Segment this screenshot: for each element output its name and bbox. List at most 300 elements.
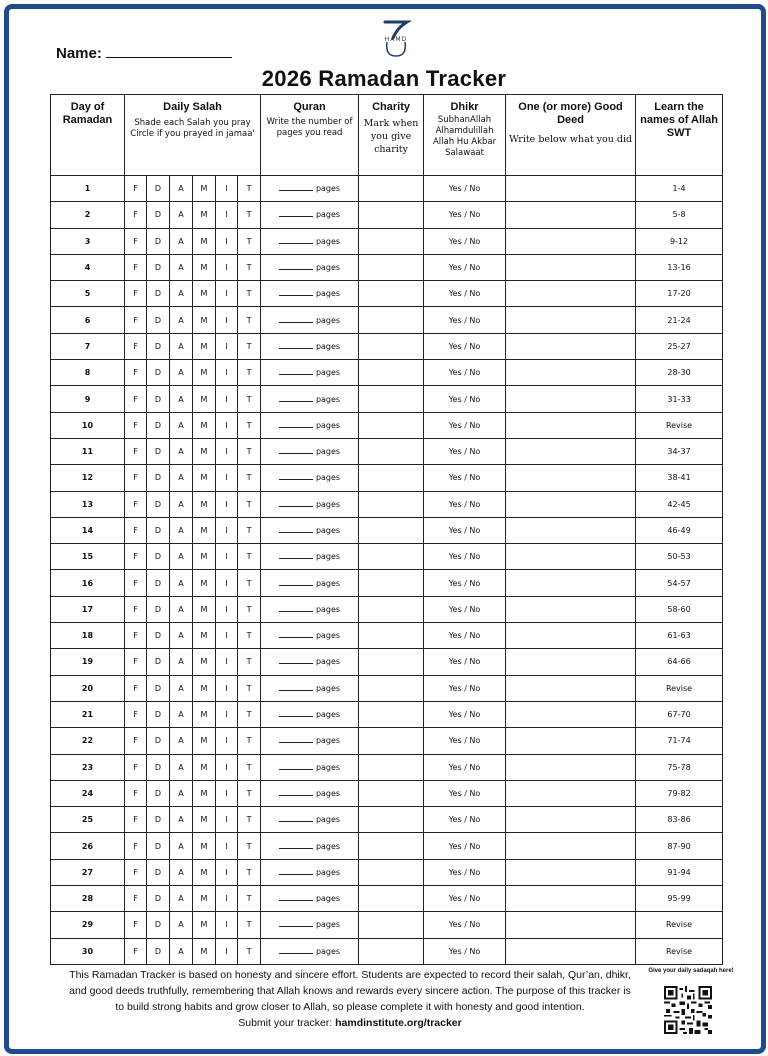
pages-blank-line[interactable] (279, 579, 313, 586)
prayer-cell[interactable]: I (216, 386, 238, 412)
charity-cell[interactable] (359, 360, 424, 386)
pages-blank-line[interactable] (279, 421, 313, 428)
good-deed-cell[interactable] (506, 886, 636, 912)
dhikr-cell[interactable]: Yes / No (424, 754, 506, 780)
good-deed-cell[interactable] (506, 728, 636, 754)
prayer-cell[interactable]: A (170, 438, 193, 464)
quran-pages-cell[interactable] (261, 833, 359, 859)
good-deed-cell[interactable] (506, 596, 636, 622)
pages-blank-line[interactable] (279, 605, 313, 612)
pages-blank-line[interactable] (279, 894, 313, 901)
prayer-cell[interactable]: I (216, 912, 238, 938)
prayer-cell[interactable]: F (125, 254, 147, 280)
quran-pages-cell[interactable] (261, 491, 359, 517)
dhikr-cell[interactable]: Yes / No (424, 780, 506, 806)
prayer-cell[interactable]: I (216, 176, 238, 202)
quran-pages-cell[interactable] (261, 596, 359, 622)
prayer-cell[interactable]: D (147, 202, 170, 228)
prayer-cell[interactable]: A (170, 333, 193, 359)
good-deed-cell[interactable] (506, 412, 636, 438)
prayer-cell[interactable]: T (238, 412, 261, 438)
prayer-cell[interactable]: D (147, 491, 170, 517)
dhikr-cell[interactable]: Yes / No (424, 833, 506, 859)
charity-cell[interactable] (359, 886, 424, 912)
pages-blank-line[interactable] (279, 289, 313, 296)
prayer-cell[interactable]: A (170, 202, 193, 228)
prayer-cell[interactable]: M (193, 859, 216, 885)
prayer-cell[interactable]: F (125, 307, 147, 333)
prayer-cell[interactable]: A (170, 544, 193, 570)
pages-blank-line[interactable] (279, 920, 313, 927)
dhikr-cell[interactable]: Yes / No (424, 360, 506, 386)
good-deed-cell[interactable] (506, 807, 636, 833)
quran-pages-cell[interactable] (261, 649, 359, 675)
dhikr-cell[interactable]: Yes / No (424, 544, 506, 570)
prayer-cell[interactable]: D (147, 360, 170, 386)
submit-url-link[interactable]: hamdinstitute.org/tracker (335, 1017, 462, 1029)
quran-pages-cell[interactable] (261, 754, 359, 780)
prayer-cell[interactable]: F (125, 491, 147, 517)
good-deed-cell[interactable] (506, 333, 636, 359)
prayer-cell[interactable]: A (170, 912, 193, 938)
prayer-cell[interactable]: T (238, 307, 261, 333)
pages-blank-line[interactable] (279, 210, 313, 217)
pages-blank-line[interactable] (279, 736, 313, 743)
quran-pages-cell[interactable] (261, 438, 359, 464)
prayer-cell[interactable]: M (193, 281, 216, 307)
prayer-cell[interactable]: T (238, 228, 261, 254)
charity-cell[interactable] (359, 596, 424, 622)
charity-cell[interactable] (359, 728, 424, 754)
pages-blank-line[interactable] (279, 237, 313, 244)
prayer-cell[interactable]: I (216, 517, 238, 543)
good-deed-cell[interactable] (506, 675, 636, 701)
prayer-cell[interactable]: F (125, 176, 147, 202)
prayer-cell[interactable]: I (216, 780, 238, 806)
prayer-cell[interactable]: A (170, 254, 193, 280)
prayer-cell[interactable]: D (147, 912, 170, 938)
prayer-cell[interactable]: I (216, 307, 238, 333)
charity-cell[interactable] (359, 438, 424, 464)
quran-pages-cell[interactable] (261, 254, 359, 280)
charity-cell[interactable] (359, 938, 424, 964)
prayer-cell[interactable]: M (193, 701, 216, 727)
prayer-cell[interactable]: M (193, 675, 216, 701)
prayer-cell[interactable]: D (147, 176, 170, 202)
prayer-cell[interactable]: M (193, 176, 216, 202)
prayer-cell[interactable]: D (147, 333, 170, 359)
prayer-cell[interactable]: F (125, 412, 147, 438)
prayer-cell[interactable]: T (238, 912, 261, 938)
prayer-cell[interactable]: A (170, 412, 193, 438)
prayer-cell[interactable]: T (238, 254, 261, 280)
prayer-cell[interactable]: I (216, 412, 238, 438)
dhikr-cell[interactable]: Yes / No (424, 701, 506, 727)
prayer-cell[interactable]: A (170, 728, 193, 754)
prayer-cell[interactable]: T (238, 176, 261, 202)
good-deed-cell[interactable] (506, 649, 636, 675)
prayer-cell[interactable]: I (216, 254, 238, 280)
name-field[interactable] (56, 44, 232, 62)
prayer-cell[interactable]: T (238, 438, 261, 464)
prayer-cell[interactable]: F (125, 728, 147, 754)
good-deed-cell[interactable] (506, 491, 636, 517)
prayer-cell[interactable]: A (170, 465, 193, 491)
prayer-cell[interactable]: F (125, 938, 147, 964)
charity-cell[interactable] (359, 754, 424, 780)
good-deed-cell[interactable] (506, 438, 636, 464)
prayer-cell[interactable]: T (238, 886, 261, 912)
prayer-cell[interactable]: I (216, 728, 238, 754)
prayer-cell[interactable]: F (125, 596, 147, 622)
dhikr-cell[interactable]: Yes / No (424, 675, 506, 701)
prayer-cell[interactable]: A (170, 649, 193, 675)
prayer-cell[interactable]: F (125, 780, 147, 806)
good-deed-cell[interactable] (506, 938, 636, 964)
prayer-cell[interactable]: M (193, 438, 216, 464)
prayer-cell[interactable]: I (216, 701, 238, 727)
charity-cell[interactable] (359, 281, 424, 307)
charity-cell[interactable] (359, 833, 424, 859)
dhikr-cell[interactable]: Yes / No (424, 281, 506, 307)
prayer-cell[interactable]: M (193, 570, 216, 596)
pages-blank-line[interactable] (279, 368, 313, 375)
good-deed-cell[interactable] (506, 281, 636, 307)
prayer-cell[interactable]: A (170, 281, 193, 307)
prayer-cell[interactable]: M (193, 517, 216, 543)
charity-cell[interactable] (359, 544, 424, 570)
pages-blank-line[interactable] (279, 657, 313, 664)
prayer-cell[interactable]: I (216, 623, 238, 649)
prayer-cell[interactable]: F (125, 807, 147, 833)
pages-blank-line[interactable] (279, 842, 313, 849)
prayer-cell[interactable]: D (147, 675, 170, 701)
prayer-cell[interactable]: F (125, 438, 147, 464)
pages-blank-line[interactable] (279, 263, 313, 270)
prayer-cell[interactable]: D (147, 386, 170, 412)
prayer-cell[interactable]: D (147, 412, 170, 438)
good-deed-cell[interactable] (506, 754, 636, 780)
prayer-cell[interactable]: D (147, 544, 170, 570)
quran-pages-cell[interactable] (261, 333, 359, 359)
prayer-cell[interactable]: D (147, 517, 170, 543)
prayer-cell[interactable]: A (170, 517, 193, 543)
dhikr-cell[interactable]: Yes / No (424, 517, 506, 543)
pages-blank-line[interactable] (279, 763, 313, 770)
prayer-cell[interactable]: I (216, 596, 238, 622)
dhikr-cell[interactable]: Yes / No (424, 412, 506, 438)
good-deed-cell[interactable] (506, 360, 636, 386)
dhikr-cell[interactable]: Yes / No (424, 254, 506, 280)
prayer-cell[interactable]: A (170, 176, 193, 202)
prayer-cell[interactable]: T (238, 649, 261, 675)
prayer-cell[interactable]: T (238, 754, 261, 780)
prayer-cell[interactable]: I (216, 675, 238, 701)
quran-pages-cell[interactable] (261, 517, 359, 543)
charity-cell[interactable] (359, 701, 424, 727)
prayer-cell[interactable]: I (216, 649, 238, 675)
prayer-cell[interactable]: F (125, 570, 147, 596)
good-deed-cell[interactable] (506, 202, 636, 228)
prayer-cell[interactable]: F (125, 281, 147, 307)
prayer-cell[interactable]: F (125, 386, 147, 412)
quran-pages-cell[interactable] (261, 938, 359, 964)
prayer-cell[interactable]: T (238, 281, 261, 307)
prayer-cell[interactable]: F (125, 675, 147, 701)
dhikr-cell[interactable]: Yes / No (424, 728, 506, 754)
prayer-cell[interactable]: F (125, 202, 147, 228)
pages-blank-line[interactable] (279, 395, 313, 402)
good-deed-cell[interactable] (506, 176, 636, 202)
prayer-cell[interactable]: M (193, 833, 216, 859)
prayer-cell[interactable]: I (216, 465, 238, 491)
prayer-cell[interactable]: M (193, 412, 216, 438)
charity-cell[interactable] (359, 912, 424, 938)
prayer-cell[interactable]: A (170, 859, 193, 885)
prayer-cell[interactable]: A (170, 675, 193, 701)
good-deed-cell[interactable] (506, 570, 636, 596)
quran-pages-cell[interactable] (261, 623, 359, 649)
charity-cell[interactable] (359, 254, 424, 280)
qr-code-icon[interactable] (664, 986, 712, 1034)
dhikr-cell[interactable]: Yes / No (424, 386, 506, 412)
prayer-cell[interactable]: I (216, 491, 238, 517)
dhikr-cell[interactable]: Yes / No (424, 202, 506, 228)
prayer-cell[interactable]: T (238, 833, 261, 859)
prayer-cell[interactable]: I (216, 360, 238, 386)
charity-cell[interactable] (359, 412, 424, 438)
prayer-cell[interactable]: T (238, 333, 261, 359)
prayer-cell[interactable]: T (238, 465, 261, 491)
prayer-cell[interactable]: A (170, 780, 193, 806)
prayer-cell[interactable]: I (216, 807, 238, 833)
quran-pages-cell[interactable] (261, 780, 359, 806)
good-deed-cell[interactable] (506, 833, 636, 859)
prayer-cell[interactable]: M (193, 780, 216, 806)
quran-pages-cell[interactable] (261, 465, 359, 491)
prayer-cell[interactable]: I (216, 202, 238, 228)
quran-pages-cell[interactable] (261, 412, 359, 438)
quran-pages-cell[interactable] (261, 202, 359, 228)
prayer-cell[interactable]: A (170, 938, 193, 964)
prayer-cell[interactable]: A (170, 596, 193, 622)
good-deed-cell[interactable] (506, 228, 636, 254)
charity-cell[interactable] (359, 176, 424, 202)
charity-cell[interactable] (359, 491, 424, 517)
dhikr-cell[interactable]: Yes / No (424, 465, 506, 491)
prayer-cell[interactable]: I (216, 859, 238, 885)
prayer-cell[interactable]: M (193, 307, 216, 333)
prayer-cell[interactable]: T (238, 544, 261, 570)
prayer-cell[interactable]: D (147, 438, 170, 464)
quran-pages-cell[interactable] (261, 281, 359, 307)
prayer-cell[interactable]: D (147, 649, 170, 675)
good-deed-cell[interactable] (506, 307, 636, 333)
prayer-cell[interactable]: T (238, 701, 261, 727)
prayer-cell[interactable]: F (125, 649, 147, 675)
prayer-cell[interactable]: T (238, 623, 261, 649)
charity-cell[interactable] (359, 517, 424, 543)
quran-pages-cell[interactable] (261, 807, 359, 833)
prayer-cell[interactable]: M (193, 728, 216, 754)
prayer-cell[interactable]: F (125, 333, 147, 359)
prayer-cell[interactable]: I (216, 886, 238, 912)
prayer-cell[interactable]: F (125, 517, 147, 543)
charity-cell[interactable] (359, 228, 424, 254)
prayer-cell[interactable]: M (193, 886, 216, 912)
prayer-cell[interactable]: A (170, 623, 193, 649)
prayer-cell[interactable]: D (147, 833, 170, 859)
prayer-cell[interactable]: D (147, 886, 170, 912)
prayer-cell[interactable]: F (125, 701, 147, 727)
prayer-cell[interactable]: D (147, 938, 170, 964)
prayer-cell[interactable]: F (125, 912, 147, 938)
prayer-cell[interactable]: F (125, 859, 147, 885)
charity-cell[interactable] (359, 675, 424, 701)
pages-blank-line[interactable] (279, 631, 313, 638)
quran-pages-cell[interactable] (261, 912, 359, 938)
prayer-cell[interactable]: D (147, 728, 170, 754)
pages-blank-line[interactable] (279, 552, 313, 559)
charity-cell[interactable] (359, 570, 424, 596)
prayer-cell[interactable]: F (125, 465, 147, 491)
charity-cell[interactable] (359, 623, 424, 649)
prayer-cell[interactable]: M (193, 202, 216, 228)
prayer-cell[interactable]: A (170, 807, 193, 833)
prayer-cell[interactable]: M (193, 544, 216, 570)
prayer-cell[interactable]: M (193, 491, 216, 517)
prayer-cell[interactable]: I (216, 333, 238, 359)
prayer-cell[interactable]: M (193, 333, 216, 359)
prayer-cell[interactable]: M (193, 386, 216, 412)
prayer-cell[interactable]: T (238, 675, 261, 701)
prayer-cell[interactable]: I (216, 570, 238, 596)
prayer-cell[interactable]: D (147, 596, 170, 622)
dhikr-cell[interactable]: Yes / No (424, 596, 506, 622)
prayer-cell[interactable]: F (125, 833, 147, 859)
pages-blank-line[interactable] (279, 789, 313, 796)
prayer-cell[interactable]: T (238, 728, 261, 754)
quran-pages-cell[interactable] (261, 675, 359, 701)
prayer-cell[interactable]: I (216, 438, 238, 464)
prayer-cell[interactable]: D (147, 281, 170, 307)
quran-pages-cell[interactable] (261, 544, 359, 570)
quran-pages-cell[interactable] (261, 701, 359, 727)
prayer-cell[interactable]: I (216, 544, 238, 570)
charity-cell[interactable] (359, 386, 424, 412)
good-deed-cell[interactable] (506, 623, 636, 649)
pages-blank-line[interactable] (279, 526, 313, 533)
prayer-cell[interactable]: A (170, 307, 193, 333)
prayer-cell[interactable]: D (147, 807, 170, 833)
pages-blank-line[interactable] (279, 684, 313, 691)
prayer-cell[interactable]: M (193, 807, 216, 833)
prayer-cell[interactable]: D (147, 754, 170, 780)
prayer-cell[interactable]: I (216, 833, 238, 859)
prayer-cell[interactable]: D (147, 307, 170, 333)
prayer-cell[interactable]: M (193, 649, 216, 675)
prayer-cell[interactable]: T (238, 938, 261, 964)
pages-blank-line[interactable] (279, 868, 313, 875)
prayer-cell[interactable]: T (238, 386, 261, 412)
prayer-cell[interactable]: D (147, 254, 170, 280)
good-deed-cell[interactable] (506, 386, 636, 412)
charity-cell[interactable] (359, 202, 424, 228)
prayer-cell[interactable]: D (147, 465, 170, 491)
prayer-cell[interactable]: A (170, 701, 193, 727)
dhikr-cell[interactable]: Yes / No (424, 333, 506, 359)
prayer-cell[interactable]: D (147, 228, 170, 254)
good-deed-cell[interactable] (506, 465, 636, 491)
prayer-cell[interactable]: M (193, 623, 216, 649)
dhikr-cell[interactable]: Yes / No (424, 491, 506, 517)
prayer-cell[interactable]: F (125, 544, 147, 570)
prayer-cell[interactable]: D (147, 623, 170, 649)
prayer-cell[interactable]: I (216, 938, 238, 964)
dhikr-cell[interactable]: Yes / No (424, 886, 506, 912)
name-blank-line[interactable] (106, 44, 232, 58)
prayer-cell[interactable]: M (193, 254, 216, 280)
charity-cell[interactable] (359, 807, 424, 833)
good-deed-cell[interactable] (506, 912, 636, 938)
dhikr-cell[interactable]: Yes / No (424, 307, 506, 333)
quran-pages-cell[interactable] (261, 360, 359, 386)
pages-blank-line[interactable] (279, 815, 313, 822)
prayer-cell[interactable]: A (170, 886, 193, 912)
prayer-cell[interactable]: T (238, 517, 261, 543)
prayer-cell[interactable]: T (238, 780, 261, 806)
charity-cell[interactable] (359, 333, 424, 359)
prayer-cell[interactable]: D (147, 701, 170, 727)
quran-pages-cell[interactable] (261, 228, 359, 254)
dhikr-cell[interactable]: Yes / No (424, 912, 506, 938)
prayer-cell[interactable]: D (147, 570, 170, 596)
dhikr-cell[interactable]: Yes / No (424, 570, 506, 596)
quran-pages-cell[interactable] (261, 307, 359, 333)
good-deed-cell[interactable] (506, 254, 636, 280)
dhikr-cell[interactable]: Yes / No (424, 649, 506, 675)
dhikr-cell[interactable]: Yes / No (424, 938, 506, 964)
prayer-cell[interactable]: T (238, 360, 261, 386)
charity-cell[interactable] (359, 859, 424, 885)
prayer-cell[interactable]: A (170, 833, 193, 859)
prayer-cell[interactable]: M (193, 938, 216, 964)
quran-pages-cell[interactable] (261, 859, 359, 885)
prayer-cell[interactable]: M (193, 360, 216, 386)
quran-pages-cell[interactable] (261, 886, 359, 912)
prayer-cell[interactable]: F (125, 360, 147, 386)
charity-cell[interactable] (359, 307, 424, 333)
prayer-cell[interactable]: F (125, 228, 147, 254)
good-deed-cell[interactable] (506, 780, 636, 806)
pages-blank-line[interactable] (279, 184, 313, 191)
quran-pages-cell[interactable] (261, 386, 359, 412)
good-deed-cell[interactable] (506, 701, 636, 727)
prayer-cell[interactable]: M (193, 228, 216, 254)
prayer-cell[interactable]: T (238, 570, 261, 596)
dhikr-cell[interactable]: Yes / No (424, 176, 506, 202)
quran-pages-cell[interactable] (261, 570, 359, 596)
pages-blank-line[interactable] (279, 710, 313, 717)
dhikr-cell[interactable]: Yes / No (424, 438, 506, 464)
pages-blank-line[interactable] (279, 500, 313, 507)
quran-pages-cell[interactable] (261, 176, 359, 202)
prayer-cell[interactable]: I (216, 754, 238, 780)
prayer-cell[interactable]: A (170, 570, 193, 596)
prayer-cell[interactable]: M (193, 596, 216, 622)
prayer-cell[interactable]: T (238, 596, 261, 622)
prayer-cell[interactable]: T (238, 859, 261, 885)
